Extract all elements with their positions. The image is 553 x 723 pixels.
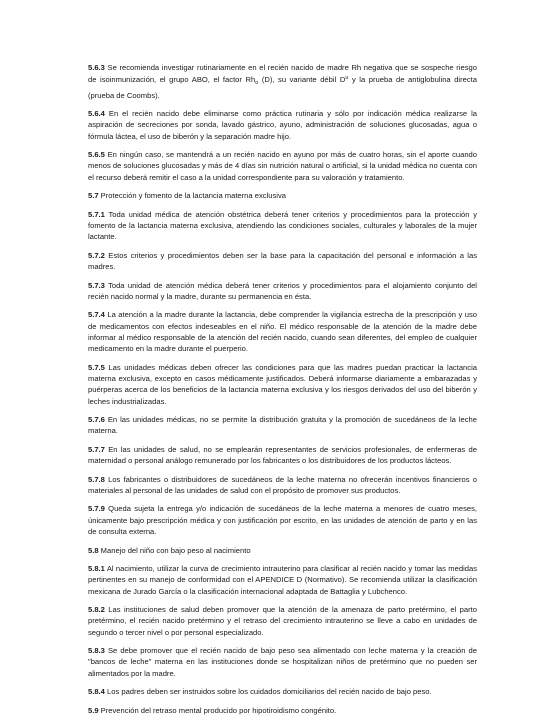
paragraph-text: Los fabricantes o distribuidores de sucedáneos de la leche materna no ofrecerán incentivos financieros o materiales al personal de las unidades de salud con el propósito de promover sus productos. <box>88 474 477 495</box>
document-page <box>88 62 477 723</box>
section-number: 5.7.8 <box>88 474 105 484</box>
paragraph-text: Al nacimiento, utilizar la curva de crecimiento intrauterino para clasificar al recién nacido y tomar las medidas pertinentes en su manejo de conformidad con el APENDICE D (Normativo). Se recomienda utilizar la clasificación mexicana de Jurado García o la clasificación internacional adaptada de Battaglia y Lubchenco. <box>88 564 477 596</box>
paragraph-5-8-4 <box>88 686 477 697</box>
heading-5-7 <box>88 190 477 201</box>
paragraph-text: En las unidades de salud, no se emplearán representantes de servicios profesionales, de enfermeras de maternidad o personal análogo remunerado por los fabricantes o los distribuidores de los productos lácteos. <box>88 444 477 466</box>
paragraph-5-6-3 <box>88 62 477 101</box>
paragraph-text: Se recomienda investigar rutinariamente en el recién nacido de madre Rh negativa que se sospeche riesgo de isoinmunización, el grupo ABO, el factor Rh <box>88 63 477 85</box>
section-number: 5.8.4 <box>88 687 105 697</box>
section-number: 5.7.6 <box>88 415 105 425</box>
paragraph-text: En ningún caso, se mantendrá a un recién nacido en ayuno por más de cuatro horas, sin el aporte cuando menos de soluciones glucosadas y más de 4 días sin nutrición natural o artificial, si la unidad médica no cuenta con el recurso deberá remitir el caso a la unidad correspondiente para su valoración y tratamiento. <box>88 150 477 182</box>
section-number: 5.8.1 <box>88 564 105 574</box>
section-number: 5.6.4 <box>88 109 105 119</box>
paragraph-5-7-2 <box>88 250 477 273</box>
paragraph-5-7-6 <box>88 414 477 437</box>
heading-text: Prevención del retraso mental producido por hipotiroidismo congénito. <box>98 705 337 715</box>
paragraph-5-7-1 <box>88 209 477 243</box>
paragraph-5-8-1 <box>88 563 477 597</box>
section-number: 5.8.3 <box>88 646 105 656</box>
paragraph-text: Los padres deben ser instruidos sobre los cuidados domiciliarios del recién nacido de bajo peso. <box>104 687 432 697</box>
paragraph-text: y la prueba de antiglobulina directa (prueba de Coombs). <box>88 75 477 100</box>
section-number: 5.7.5 <box>88 362 105 372</box>
section-number: 5.7.3 <box>88 280 105 290</box>
section-number: 5.7.1 <box>88 209 105 219</box>
paragraph-5-6-5 <box>88 149 477 183</box>
paragraph-text: (D), su variante débil D <box>258 75 346 85</box>
heading-5-8 <box>88 545 477 556</box>
superscript: u <box>345 75 349 82</box>
section-number: 5.7.4 <box>88 310 105 320</box>
heading-text: Protección y fomento de la lactancia materna exclusiva <box>98 191 286 201</box>
paragraph-5-7-3 <box>88 280 477 303</box>
section-number: 5.8 <box>88 545 99 555</box>
paragraph-5-7-4 <box>88 309 477 354</box>
subscript: o <box>255 80 259 87</box>
heading-text: Manejo del niño con bajo peso al nacimiento <box>98 545 251 555</box>
paragraph-text: Las unidades médicas deben ofrecer las condiciones para que las madres puedan practicar la lactancia materna exclusiva, excepto en casos médicamente justificados. Deberá informarse diariamente a embarazadas y puérperas acerca de los beneficios de la lactancia materna exclusiva y los riesgos derivados del uso del biberón y leches industrializadas. <box>88 362 477 406</box>
paragraph-text: Estos criterios y procedimientos deben ser la base para la capacitación del personal e información a las madres. <box>88 250 477 272</box>
paragraph-text: Queda sujeta la entrega y/o indicación de sucedáneos de la leche materna a menores de cuatro meses, únicamente bajo prescripción médica y con justificación por escrito, en las unidades de atención de parto y en las de consulta externa. <box>88 504 477 537</box>
paragraph-5-8-3 <box>88 645 477 679</box>
section-number: 5.7.7 <box>88 444 105 454</box>
section-number: 5.7.2 <box>88 250 105 260</box>
heading-5-9 <box>88 705 477 716</box>
paragraph-text: En el recién nacido debe eliminarse como práctica rutinaria y sólo por indicación médica realizarse la aspiración de secreciones por sonda, lavado gástrico, ayuno, administración de soluciones glucosadas, agua o fórmula láctea, el uso de biberón y la separación madre hijo. <box>88 109 477 141</box>
paragraph-text: Toda unidad de atención médica deberá tener criterios y procedimientos para el alojamiento conjunto del recién nacido normal y la madre, durante su permanencia en ésta. <box>88 280 477 301</box>
paragraph-text: Se debe promover que el recién nacido de bajo peso sea alimentado con leche materna y la creación de "bancos de leche" materna en las instituciones donde se hospitalizan niños de pretérmino que no pueden ser alimentados por la madre. <box>88 646 477 678</box>
section-number: 5.9 <box>88 705 99 715</box>
section-number: 5.6.5 <box>88 150 105 160</box>
paragraph-5-7-5 <box>88 362 477 407</box>
paragraph-5-7-9 <box>88 503 477 537</box>
paragraph-text: En las unidades médicas, no se permite la distribución gratuita y la promoción de sucedáneos de la leche materna. <box>88 415 477 436</box>
paragraph-text: La atención a la madre durante la lactancia, debe comprender la vigilancia estrecha de la prescripción y uso de medicamentos con efectos indeseables en el niño. El médico responsable de la atención de la madre debe informar al médico responsable de la atención del recién nacido, cuando sean diferentes, del empleo de cualquier medicamento en la madre durante el puerperio. <box>88 310 477 354</box>
section-number: 5.6.3 <box>88 63 105 72</box>
paragraph-5-7-8 <box>88 474 477 497</box>
paragraph-5-7-7 <box>88 444 477 467</box>
paragraph-text: Las instituciones de salud deben promover que la atención de la amenaza de parto pretérmino, el parto pretérmino, el recién nacido pretérmino y el retraso del crecimiento intrauterino se lleve a cabo en unidades de segundo o tercer nivel o por personal especializado. <box>88 605 477 637</box>
section-number: 5.7 <box>88 191 99 201</box>
paragraph-text: Toda unidad médica de atención obstétrica deberá tener criterios y procedimientos para la protección y fomento de la lactancia materna exclusiva, atendiendo las condiciones sociales, culturales y laborales de la mujer lactante. <box>88 209 477 242</box>
section-number: 5.7.9 <box>88 504 105 514</box>
paragraph-5-6-4 <box>88 108 477 142</box>
paragraph-5-8-2 <box>88 604 477 638</box>
section-number: 5.8.2 <box>88 605 105 615</box>
